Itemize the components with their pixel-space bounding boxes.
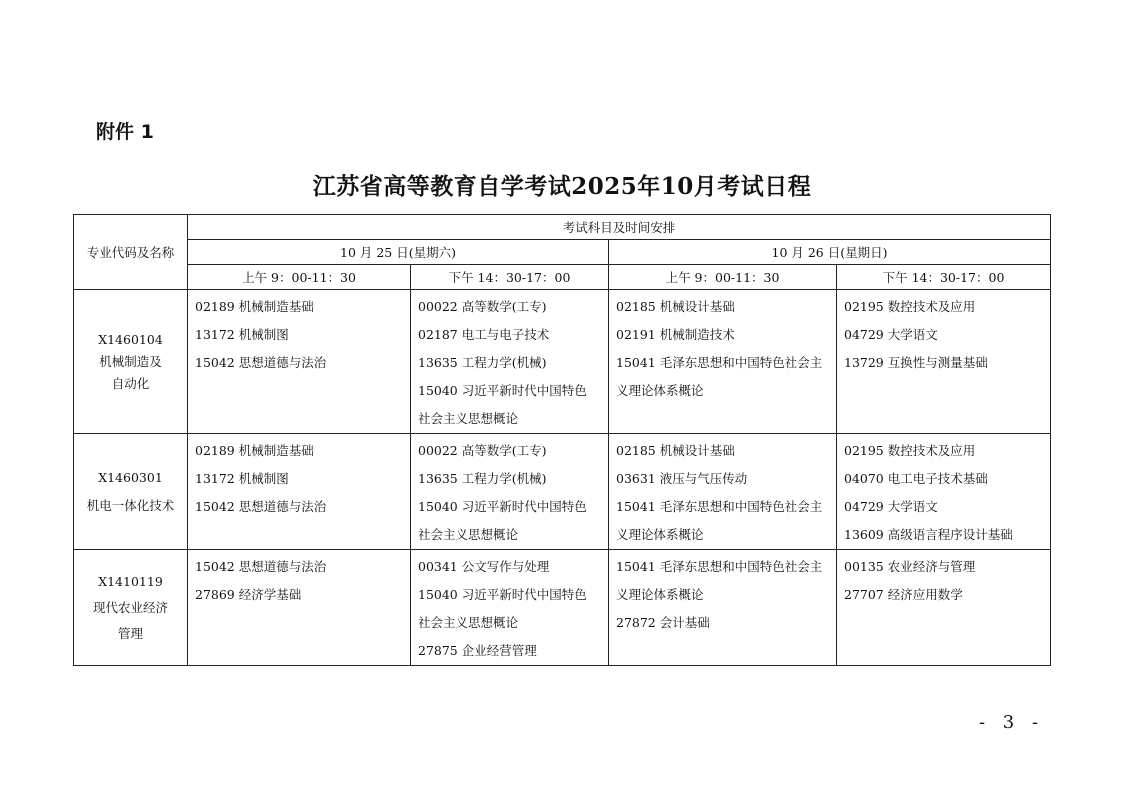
- course-item: 04070 电工电子技术基础: [844, 471, 988, 486]
- course-item: 13609 高级语言程序设计基础: [844, 527, 1013, 542]
- day-header: 10 月 25 日(星期六): [188, 240, 609, 265]
- course-cell: [411, 550, 609, 666]
- course-item: 15041 毛泽东思想和中国特色社会主: [616, 559, 823, 574]
- table-row: [74, 290, 1051, 434]
- course-item: 社会主义思想概论: [418, 411, 519, 426]
- course-item: 27872 会计基础: [616, 615, 710, 630]
- session-header: 下午 14：30-17：00: [837, 265, 1051, 290]
- course-item: 02189 机械制造基础: [195, 299, 314, 314]
- table-row: [74, 434, 1051, 550]
- course-item: 义理论体系概论: [616, 527, 704, 542]
- major-name: 机电一体化技术: [86, 497, 175, 513]
- major-name: 自动化: [111, 375, 150, 391]
- course-item: 00022 高等数学(工专): [418, 443, 547, 458]
- major-name: 管理: [117, 625, 143, 641]
- major-code: X1460104: [98, 331, 163, 347]
- course-item: 00135 农业经济与管理: [844, 559, 976, 574]
- major-cell: [74, 550, 188, 666]
- course-item: 15040 习近平新时代中国特色: [418, 587, 587, 602]
- day-header: 10 月 26 日(星期日): [609, 240, 1051, 265]
- course-item: 03631 液压与气压传动: [616, 471, 748, 486]
- table-row: [74, 550, 1051, 666]
- course-cell: [837, 290, 1051, 434]
- major-cell: [74, 290, 188, 434]
- course-item: 15042 思想道德与法治: [195, 559, 327, 574]
- course-item: 27875 企业经营管理: [418, 643, 537, 658]
- major-code: X1410119: [98, 573, 163, 589]
- course-item: 社会主义思想概论: [418, 615, 519, 630]
- course-cell: [837, 550, 1051, 666]
- course-item: 02185 机械设计基础: [616, 443, 735, 458]
- session-header: 上午 9：00-11：30: [609, 265, 837, 290]
- schedule-header: 考试科目及时间安排: [188, 215, 1051, 240]
- course-item: 27707 经济应用数学: [844, 587, 963, 602]
- course-item: 13635 工程力学(机械): [418, 355, 547, 370]
- course-item: 02189 机械制造基础: [195, 443, 314, 458]
- page-title: 江苏省高等教育自学考试2025年10月考试日程: [312, 173, 812, 200]
- course-item: 04729 大学语文: [844, 327, 938, 342]
- course-item: 00022 高等数学(工专): [418, 299, 547, 314]
- course-cell: [188, 434, 411, 550]
- course-item: 04729 大学语文: [844, 499, 938, 514]
- course-cell: [609, 550, 837, 666]
- course-item: 00341 公文写作与处理: [418, 559, 550, 574]
- course-item: 02187 电工与电子技术: [418, 327, 550, 342]
- course-item: 13172 机械制图: [195, 471, 289, 486]
- course-item: 02185 机械设计基础: [616, 299, 735, 314]
- major-code: X1460301: [98, 469, 163, 485]
- course-item: 社会主义思想概论: [418, 527, 519, 542]
- session-header: 下午 14：30-17：00: [411, 265, 609, 290]
- course-item: 15040 习近平新时代中国特色: [418, 499, 587, 514]
- course-cell: [609, 290, 837, 434]
- major-cell: [74, 434, 188, 550]
- course-item: 15040 习近平新时代中国特色: [418, 383, 587, 398]
- course-item: 02195 数控技术及应用: [844, 443, 976, 458]
- exam-schedule-table: [73, 214, 1051, 666]
- course-item: 02195 数控技术及应用: [844, 299, 976, 314]
- session-header: 上午 9：00-11：30: [188, 265, 411, 290]
- course-item: 义理论体系概论: [616, 587, 704, 602]
- course-cell: [609, 434, 837, 550]
- course-cell: [188, 550, 411, 666]
- course-item: 义理论体系概论: [616, 383, 704, 398]
- page-number: - 3 -: [979, 712, 1045, 733]
- course-item: 13729 互换性与测量基础: [844, 355, 988, 370]
- course-item: 15042 思想道德与法治: [195, 355, 327, 370]
- course-cell: [411, 290, 609, 434]
- course-item: 13635 工程力学(机械): [418, 471, 547, 486]
- course-item: 15042 思想道德与法治: [195, 499, 327, 514]
- attachment-label: 附件 1: [96, 121, 154, 143]
- course-cell: [411, 434, 609, 550]
- course-item: 15041 毛泽东思想和中国特色社会主: [616, 355, 823, 370]
- course-item: 27869 经济学基础: [195, 587, 302, 602]
- course-item: 13172 机械制图: [195, 327, 289, 342]
- major-name: 机械制造及: [99, 353, 162, 369]
- major-name: 现代农业经济: [92, 599, 168, 615]
- course-cell: [188, 290, 411, 434]
- major-header: 专业代码及名称: [74, 215, 188, 290]
- course-item: 15041 毛泽东思想和中国特色社会主: [616, 499, 823, 514]
- course-item: 02191 机械制造技术: [616, 327, 735, 342]
- course-cell: [837, 434, 1051, 550]
